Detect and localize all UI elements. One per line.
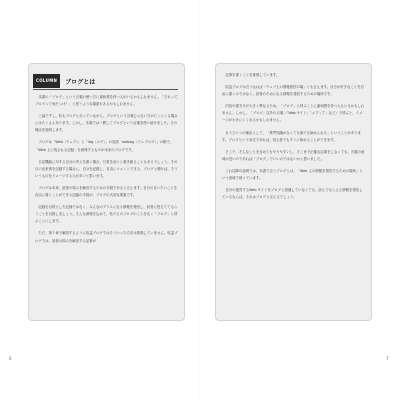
paragraph: そこで、そんなことを含めてもやりやすいし、そこまで正確な定義をしなくても、言葉の意味が近いのであれば「ブログ」でいいのではないかと思いました。 xyxy=(222,149,365,161)
column-box xyxy=(28,63,185,321)
paragraph: 記録を目的とした記録ではなく、みんなのプラスになる情報を発信し、読者に役立ててもらうことを目指しましょう。そんな意味を込めて、私たちのブログのことを広く「ブログ」と呼ぶことにします。 xyxy=(35,205,178,224)
paragraph: 内容や書き方が大きく異なるため、「ブログ」と呼ぶことに違和感を持つ人もいるかもしれません。しかし、「ブログ」以外の言葉（「Web サイト」「メディア」など）で呼ぶと、イメージがわきにくくなるかもしれません。 xyxy=(222,104,365,123)
paragraph: 本書の「ブログ」という言葉の使い方に違和感を持つ人がいるかもしれません。「それってブログって何だっけ？」と思うような場面もあるかもしれません。 xyxy=(35,95,178,107)
column-title: ブログとは xyxy=(65,78,96,86)
page-number: 6 xyxy=(9,356,12,361)
column-tag: COLUMN xyxy=(33,74,60,88)
column-body xyxy=(222,72,365,316)
column-body xyxy=(35,94,178,316)
column-header xyxy=(33,74,178,88)
paragraph: 収益ブログは言うなれば「ウェブ上の情報発信の場」とも言えます。自分が好きなことを自由に書くのではなく、読者のためになる情報を発信するための場所です。 xyxy=(222,85,364,97)
paragraph: 自分の運営するWeb サイトをブログと認識していなくても、読んでもらえる情報を発信しているならば、それはブログと言えるでしょう。 xyxy=(222,188,363,200)
right-page xyxy=(200,0,400,400)
paragraph: これ以降の説明では、本書で言うブログとは、「Web 上の情報を発信するための場所」という意味で使っています。 xyxy=(222,168,363,181)
paragraph: もうひとつの理由として、「専門知識がなくても誰でも始められる」ということがあります。ブログという形式であれば、初心者でもすぐに始めることができます。 xyxy=(222,130,361,142)
column-rule xyxy=(33,89,178,90)
paragraph: 記事を書くことを推奨しています。 xyxy=(225,73,280,77)
paragraph: 三森ですし、私もブログと言っていながら、ブログという言葉じゃない方がピンとくる場合にはたくさんあります。しかし、本書では一貫してブログという言葉を使い続けました。その理由を説明します。 xyxy=(35,114,178,133)
paragraph: ブログは本来、読者の悩みを解決するための手段であると言えます。自分の言いたいことを自由に書くことができる記録の手段が、ブログの大切な要素です。 xyxy=(35,185,178,198)
page-number: 7 xyxy=(386,356,389,361)
column-box-continued xyxy=(215,63,372,321)
paragraph: 日記機能に対する自分の考えを書く場合、日常を淡々と書き綴ることもあるでしょう。その日の出来事を記録する場合に、自分を記録し、自由にコメントできる、ブログと聞けば、そういうものをイメージする人が多いと思います。 xyxy=(35,159,178,178)
paragraph: ただ、第１章で解説するように収益ブログではそういった方法は推奨していません。収益ブログでは、読者の悩みを解決する記事が xyxy=(35,231,178,243)
paragraph: ブログは「Web（ウェブ）」と「log（ログ）」の造語「weblog（ウェブログ）」の略で、「Web 上に残される記録」を意味するものが本来のブログです。 xyxy=(35,140,174,152)
